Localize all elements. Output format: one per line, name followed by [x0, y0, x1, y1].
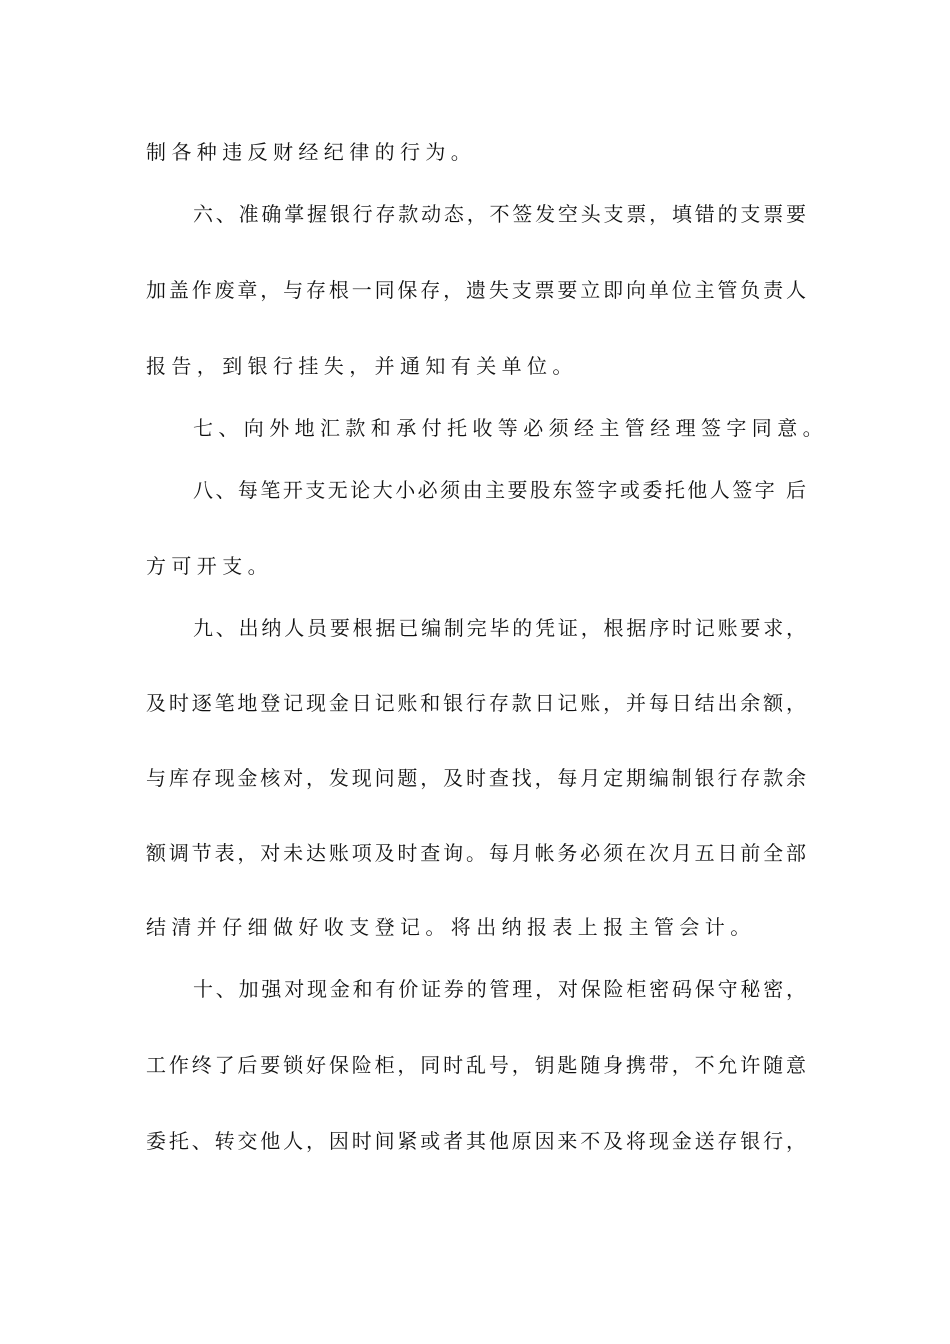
text-line: 加盖作废章，与存根一同保存，遗失支票要立即向单位主管负责人 — [146, 278, 806, 302]
text-line: 九、出纳人员要根据已编制完毕的凭证，根据序时记账要求， — [193, 616, 806, 640]
text-line: 十、加强对现金和有价证券的管理，对保险柜密码保守秘密， — [193, 977, 806, 1001]
text-line: 及时逐笔地登记现金日记账和银行存款日记账，并每日结出余额， — [146, 691, 806, 715]
text-line: 工作终了后要锁好保险柜，同时乱号，钥匙随身携带，不允许随意 — [146, 1053, 806, 1077]
text-line: 结清并仔细做好收支登记。将出纳报表上报主管会计。 — [146, 915, 756, 939]
text-line: 七、向外地汇款和承付托收等必须经主管经理签字同意。 — [193, 416, 828, 440]
text-line: 与库存现金核对，发现问题，及时查找，每月定期编制银行存款余 — [146, 766, 806, 790]
text-line: 方可开支。 — [146, 554, 273, 578]
text-line: 八、每笔开支无论大小必须由主要股东签字或委托他人签字 后 — [193, 478, 806, 502]
text-line: 六、准确掌握银行存款动态，不签发空头支票，填错的支票要 — [193, 202, 806, 226]
text-line: 委托、转交他人，因时间紧或者其他原因来不及将现金送存银行， — [146, 1129, 806, 1153]
text-line: 额调节表，对未达账项及时查询。每月帐务必须在次月五日前全部 — [146, 841, 806, 865]
text-line: 报告，到银行挂失，并通知有关单位。 — [146, 354, 578, 378]
text-line: 制各种违反财经纪律的行为。 — [146, 140, 477, 164]
